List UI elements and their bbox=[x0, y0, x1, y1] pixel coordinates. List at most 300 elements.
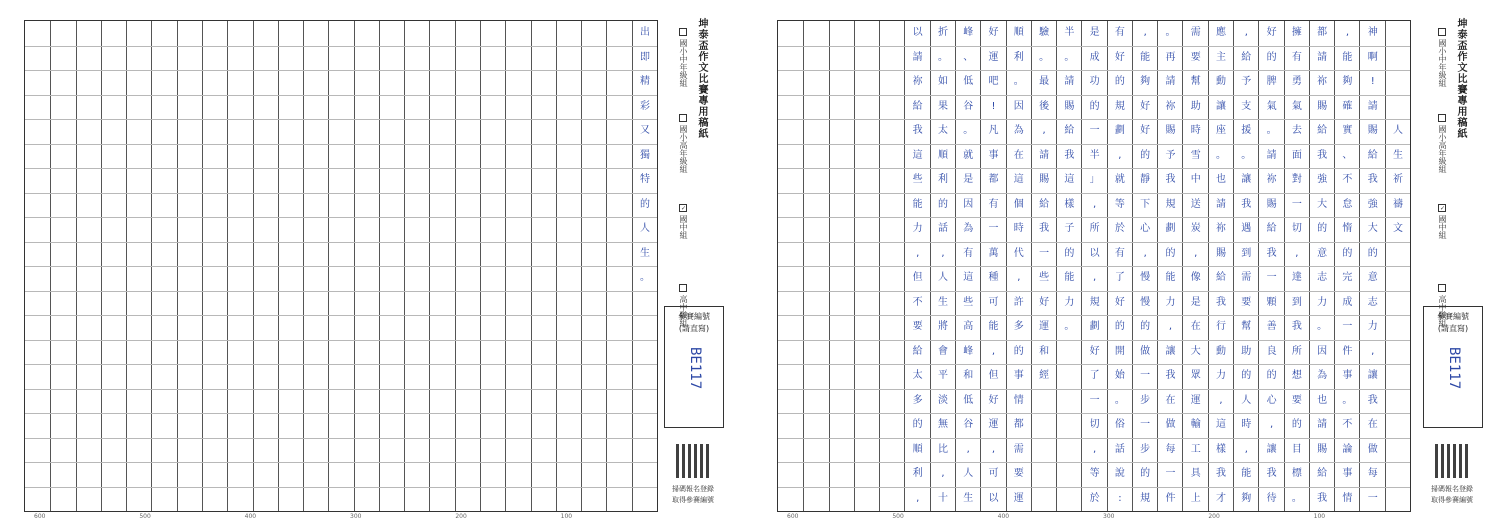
essay-char: 些 bbox=[1039, 272, 1050, 283]
essay-char: 無 bbox=[937, 419, 948, 430]
essay-char: 好 bbox=[1114, 296, 1125, 308]
essay-char: 意 bbox=[1367, 272, 1378, 283]
essay-char: 炭 bbox=[1190, 223, 1201, 234]
grid-row-line bbox=[25, 217, 657, 218]
essay-char: 十 bbox=[937, 492, 948, 504]
column-count-label: 500 bbox=[139, 513, 151, 520]
essay-char: 氣 bbox=[1291, 100, 1302, 112]
essay-char: 我 bbox=[1291, 321, 1302, 332]
essay-char: 一 bbox=[1291, 198, 1302, 210]
essay-char: 的 bbox=[1140, 149, 1151, 161]
essay-char: 做 bbox=[1140, 345, 1151, 357]
essay-char: 請 bbox=[1367, 100, 1378, 112]
essay-char: 志 bbox=[1317, 272, 1328, 283]
essay-char: 能 bbox=[988, 321, 999, 332]
essay-char: 祢 bbox=[912, 76, 923, 87]
essay-char: 和 bbox=[963, 370, 974, 381]
essay-char: 吧 bbox=[988, 76, 999, 87]
essay-char: 在 bbox=[1190, 321, 1201, 332]
essay-char: 是 bbox=[1190, 296, 1201, 308]
essay-char: 夠 bbox=[1342, 76, 1353, 87]
essay-char: 每 bbox=[1367, 468, 1378, 479]
essay-char: 我 bbox=[1241, 198, 1252, 210]
essay-char: , bbox=[1093, 198, 1097, 210]
essay-char: 。 bbox=[1114, 394, 1125, 406]
column-count-label: 100 bbox=[1313, 513, 1326, 520]
essay-char: 我 bbox=[1064, 149, 1075, 161]
essay-char: 我 bbox=[1216, 296, 1227, 308]
essay-char: 志 bbox=[1367, 296, 1378, 308]
entry-number-value: BE117 bbox=[1446, 347, 1462, 390]
essay-char: 工 bbox=[1190, 443, 1201, 455]
essay-char: 利 bbox=[1013, 51, 1024, 63]
essay-char: 一 bbox=[988, 223, 999, 234]
essay-char: 給 bbox=[1064, 125, 1075, 136]
essay-char: 力 bbox=[1064, 296, 1075, 308]
essay-char: 想 bbox=[1291, 370, 1302, 381]
essay-char: 時 bbox=[1190, 125, 1201, 136]
essay-char: 到 bbox=[1291, 296, 1302, 308]
essay-char: 有 bbox=[1114, 247, 1125, 259]
essay-char: 能 bbox=[1342, 51, 1353, 63]
handwritten-char: 彩 bbox=[639, 100, 650, 112]
essay-char: 。 bbox=[1342, 394, 1353, 406]
essay-char: 好 bbox=[1089, 345, 1100, 357]
essay-char: 下 bbox=[1140, 198, 1151, 210]
division-label: 國中組 bbox=[1438, 215, 1447, 239]
entry-number-hint: (請直寫) bbox=[678, 324, 710, 333]
essay-char: 個 bbox=[1013, 198, 1024, 210]
checkbox-icon[interactable] bbox=[679, 28, 687, 36]
grid-row-line bbox=[25, 340, 657, 341]
essay-char: 淡 bbox=[937, 394, 948, 406]
essay-char: 善 bbox=[1266, 321, 1277, 332]
essay-char: 規 bbox=[1089, 296, 1100, 308]
essay-char: 讓 bbox=[1216, 100, 1227, 112]
column-count-label: 100 bbox=[560, 513, 573, 520]
essay-char: 不 bbox=[1342, 174, 1353, 185]
essay-char: 心 bbox=[1140, 223, 1151, 234]
essay-char: 人 bbox=[1241, 394, 1252, 406]
essay-char: 。 bbox=[937, 51, 948, 63]
form-title: 坤泰盃作文比賽專用稿紙 bbox=[696, 18, 707, 139]
division-label: 國小中年級組 bbox=[679, 39, 688, 87]
essay-char: 都 bbox=[1013, 419, 1024, 430]
essay-char: 好 bbox=[1140, 125, 1151, 136]
essay-char: 劃 bbox=[1165, 223, 1176, 234]
essay-char: 給 bbox=[1266, 223, 1277, 234]
essay-char: 這 bbox=[1064, 174, 1075, 185]
essay-char: , bbox=[1219, 394, 1223, 406]
division-label: 國中組 bbox=[679, 215, 688, 239]
essay-char: 助 bbox=[1190, 100, 1201, 112]
essay-char: 低 bbox=[963, 76, 974, 87]
essay-char: 成 bbox=[1342, 296, 1353, 308]
essay-char: 人 bbox=[937, 272, 948, 283]
essay-char: 切 bbox=[1089, 419, 1100, 430]
essay-char: 為 bbox=[963, 223, 974, 234]
essay-char: 順 bbox=[1013, 27, 1024, 38]
essay-char: 萬 bbox=[988, 247, 999, 259]
essay-char: 有 bbox=[963, 247, 974, 259]
essay-char: , bbox=[991, 345, 996, 357]
essay-char: 祢 bbox=[1165, 100, 1176, 112]
essay-char: 心 bbox=[1266, 394, 1277, 406]
essay-char: 給 bbox=[912, 100, 923, 112]
essay-char: 一 bbox=[1266, 272, 1277, 283]
essay-char: 。 bbox=[1039, 51, 1050, 63]
essay-char: 力 bbox=[1317, 296, 1328, 308]
essay-char: 賜 bbox=[1266, 198, 1277, 210]
essay-char: 讓 bbox=[1367, 370, 1378, 381]
essay-char: 讓 bbox=[1241, 174, 1252, 185]
essay-char: 一 bbox=[1165, 468, 1176, 479]
essay-char: 說 bbox=[1114, 468, 1125, 479]
essay-char: 事 bbox=[1013, 370, 1024, 381]
essay-char: 予 bbox=[1165, 149, 1176, 161]
division-option[interactable] bbox=[1437, 114, 1448, 173]
essay-char: 需 bbox=[1190, 27, 1201, 38]
essay-char: 一 bbox=[1089, 394, 1100, 406]
checkbox-icon[interactable] bbox=[679, 114, 687, 122]
handwritten-char: 的 bbox=[639, 198, 650, 210]
essay-char: 動 bbox=[1216, 345, 1227, 357]
essay-char: 這 bbox=[912, 149, 923, 161]
essay-char: 不 bbox=[1342, 419, 1353, 430]
essay-char: 給 bbox=[1216, 272, 1227, 283]
essay-char: 規 bbox=[1165, 198, 1176, 210]
essay-char: 生 bbox=[963, 492, 974, 504]
essay-char: 」 bbox=[1089, 174, 1100, 185]
entry-number-box bbox=[1423, 306, 1483, 428]
essay-char: 大 bbox=[1367, 223, 1378, 234]
essay-char: , bbox=[941, 468, 945, 479]
essay-char: 始 bbox=[1114, 370, 1125, 381]
essay-char: 的 bbox=[1266, 51, 1277, 63]
essay-char: 大 bbox=[1190, 345, 1201, 357]
division-label: 高中職組 bbox=[1438, 295, 1447, 327]
checkbox-icon[interactable] bbox=[1438, 114, 1446, 122]
essay-char: 這 bbox=[1013, 174, 1024, 185]
essay-char: 要 bbox=[912, 321, 923, 332]
essay-char: 力 bbox=[912, 223, 923, 234]
handwritten-char: 生 bbox=[639, 247, 650, 259]
essay-char: 運 bbox=[1190, 394, 1201, 406]
essay-char: 成 bbox=[1089, 51, 1100, 63]
essay-char: 可 bbox=[988, 296, 999, 308]
grid-row-line bbox=[25, 242, 657, 243]
left-writing-grid bbox=[24, 20, 658, 512]
essay-char: 標 bbox=[1291, 468, 1302, 479]
essay-char: 以 bbox=[988, 492, 999, 504]
essay-char: 雪 bbox=[1190, 149, 1201, 161]
essay-char: 多 bbox=[912, 394, 923, 406]
essay-char: 再 bbox=[1165, 51, 1176, 63]
essay-char: 件 bbox=[1165, 492, 1176, 504]
essay-char: 順 bbox=[937, 149, 948, 161]
essay-char: 請 bbox=[912, 51, 923, 63]
essay-char: 能 bbox=[1140, 51, 1151, 63]
essay-char: 遇 bbox=[1241, 223, 1252, 234]
essay-char: 以 bbox=[1089, 247, 1100, 259]
essay-char: 為 bbox=[1317, 370, 1328, 381]
essay-char: 谷 bbox=[963, 100, 974, 112]
division-option[interactable] bbox=[678, 28, 689, 87]
essay-char: 在 bbox=[1165, 394, 1176, 406]
essay-char: 等 bbox=[1089, 468, 1100, 479]
essay-char: 不 bbox=[912, 296, 923, 308]
essay-char: 。 bbox=[1241, 149, 1252, 161]
essay-char: 的 bbox=[1165, 247, 1176, 259]
grid-row-line bbox=[25, 144, 657, 145]
grid-row-line bbox=[25, 487, 657, 488]
essay-char: 。 bbox=[1165, 27, 1176, 38]
essay-char: 這 bbox=[1216, 419, 1227, 430]
division-option[interactable] bbox=[1437, 28, 1448, 87]
essay-char: 在 bbox=[1013, 149, 1024, 161]
essay-char: 做 bbox=[1165, 419, 1176, 430]
essay-char: , bbox=[1168, 321, 1173, 332]
essay-char: 怠 bbox=[1342, 198, 1353, 210]
essay-char: 請 bbox=[1064, 76, 1075, 87]
qr-caption-1: 掃碼報名登錄 bbox=[1431, 485, 1473, 493]
essay-char: 幫 bbox=[1241, 321, 1252, 332]
division-option[interactable] bbox=[678, 204, 689, 239]
essay-char: 的 bbox=[1114, 76, 1125, 87]
essay-char: 的 bbox=[1241, 370, 1252, 381]
division-option[interactable] bbox=[678, 114, 689, 173]
essay-char: 但 bbox=[988, 370, 999, 381]
essay-char: 情 bbox=[1013, 394, 1024, 406]
division-label: 高中職組 bbox=[679, 295, 688, 327]
essay-char: 論 bbox=[1342, 443, 1353, 455]
essay-char: 的 bbox=[1140, 321, 1151, 332]
essay-char: 所 bbox=[1291, 345, 1302, 357]
essay-char: 的 bbox=[1013, 345, 1024, 357]
column-count-label: 500 bbox=[892, 513, 904, 520]
essay-char: 俗 bbox=[1114, 419, 1125, 430]
essay-char: 步 bbox=[1140, 443, 1151, 455]
essay-char: 比 bbox=[937, 443, 948, 455]
essay-char: 事 bbox=[988, 149, 999, 161]
essay-char: ! bbox=[991, 100, 996, 112]
essay-char: 我 bbox=[1039, 223, 1050, 234]
essay-char: 有 bbox=[1291, 51, 1302, 63]
essay-char: 要 bbox=[1291, 394, 1302, 406]
essay-char: 高 bbox=[963, 321, 974, 332]
essay-char: 將 bbox=[937, 321, 948, 332]
essay-char: 驗 bbox=[1039, 27, 1050, 38]
right-writing-grid bbox=[777, 20, 1411, 512]
grid-row-line bbox=[25, 462, 657, 463]
checked-box-icon[interactable]: ✓ bbox=[1439, 205, 1446, 212]
essay-char: 眾 bbox=[1190, 370, 1201, 381]
grid-row-line bbox=[25, 413, 657, 414]
essay-char: 輸 bbox=[1190, 419, 1201, 430]
essay-char: 力 bbox=[1216, 370, 1227, 381]
essay-char: 祢 bbox=[1317, 76, 1328, 87]
grid-row-line bbox=[25, 119, 657, 120]
essay-char: , bbox=[1244, 27, 1248, 38]
essay-char: 這 bbox=[963, 272, 974, 283]
handwritten-char: 人 bbox=[639, 223, 650, 234]
essay-char: 給 bbox=[1317, 125, 1328, 136]
essay-char: 我 bbox=[1165, 174, 1176, 185]
checked-box-icon[interactable]: ✓ bbox=[680, 205, 687, 212]
essay-char: 到 bbox=[1241, 247, 1252, 259]
essay-char: 為 bbox=[1013, 125, 1024, 136]
essay-char: 的 bbox=[1140, 468, 1151, 479]
essay-char: 神 bbox=[1367, 27, 1378, 38]
essay-char: 。 bbox=[1064, 51, 1075, 63]
essay-char: 利 bbox=[937, 174, 948, 185]
essay-char: 的 bbox=[1342, 247, 1353, 259]
essay-char: , bbox=[1194, 247, 1198, 259]
essay-char: 每 bbox=[1165, 443, 1176, 455]
essay-char: 樣 bbox=[1216, 443, 1227, 455]
essay-char: 送 bbox=[1190, 198, 1201, 210]
essay-char: 達 bbox=[1291, 272, 1302, 283]
essay-char: 座 bbox=[1216, 125, 1227, 136]
essay-char: 。 bbox=[1317, 321, 1328, 332]
essay-char: 助 bbox=[1241, 345, 1252, 357]
essay-char: 慢 bbox=[1140, 272, 1151, 283]
essay-char: 代 bbox=[1013, 247, 1024, 259]
essay-char: 情 bbox=[1342, 492, 1353, 504]
essay-char: 話 bbox=[1114, 443, 1125, 455]
form-title: 坤泰盃作文比賽專用稿紙 bbox=[1455, 18, 1466, 139]
essay-char: 擁 bbox=[1291, 27, 1302, 38]
essay-char: 給 bbox=[1039, 198, 1050, 210]
essay-char: 給 bbox=[1317, 468, 1328, 479]
essay-char: 半 bbox=[1089, 149, 1100, 161]
essay-char: 上 bbox=[1190, 492, 1201, 504]
essay-char: 要 bbox=[1190, 51, 1201, 63]
grid-row-line bbox=[25, 193, 657, 194]
essay-char: 開 bbox=[1114, 345, 1125, 357]
essay-char: 我 bbox=[1317, 149, 1328, 161]
essay-char: 就 bbox=[963, 149, 974, 161]
essay-char: 於 bbox=[1114, 223, 1125, 234]
essay-char: 力 bbox=[1367, 321, 1378, 332]
essay-char: 請 bbox=[1266, 149, 1277, 161]
checkbox-icon[interactable] bbox=[1438, 28, 1446, 36]
column-count-label: 300 bbox=[1103, 513, 1115, 520]
column-count-label: 300 bbox=[350, 513, 362, 520]
essay-char: 規 bbox=[1114, 100, 1125, 112]
essay-char: 實 bbox=[1342, 125, 1353, 136]
essay-char: 幫 bbox=[1190, 76, 1201, 87]
essay-char: 力 bbox=[1165, 296, 1176, 308]
qr-code-icon bbox=[676, 444, 710, 478]
essay-char: 運 bbox=[988, 51, 999, 63]
checkbox-icon[interactable] bbox=[1438, 284, 1446, 292]
essay-char: 具 bbox=[1190, 468, 1201, 479]
essay-char: 大 bbox=[1317, 198, 1328, 210]
essay-char: 請 bbox=[1317, 51, 1328, 63]
essay-char: 半 bbox=[1064, 27, 1075, 38]
essay-title-char: 生 bbox=[1392, 149, 1403, 161]
essay-char: 但 bbox=[912, 272, 923, 283]
essay-char: 些 bbox=[912, 174, 923, 185]
essay-char: 面 bbox=[1291, 149, 1302, 161]
essay-char: : bbox=[1118, 492, 1122, 504]
essay-char: 賜 bbox=[1317, 100, 1328, 112]
essay-char: 脾 bbox=[1266, 76, 1277, 87]
essay-char: , bbox=[1118, 149, 1122, 161]
essay-char: 賜 bbox=[1367, 125, 1378, 136]
entry-number-label: 參賽編號 bbox=[1437, 312, 1469, 321]
essay-char: 也 bbox=[1317, 394, 1328, 406]
essay-char: 確 bbox=[1342, 100, 1353, 112]
essay-char: , bbox=[1093, 443, 1097, 455]
essay-char: 讓 bbox=[1165, 345, 1176, 357]
essay-char: 靜 bbox=[1140, 174, 1151, 185]
essay-char: , bbox=[1345, 27, 1350, 38]
essay-char: 給 bbox=[912, 345, 923, 357]
right-side-panel bbox=[1421, 14, 1483, 514]
essay-char: 我 bbox=[1216, 468, 1227, 479]
essay-char: 劃 bbox=[1114, 125, 1125, 136]
essay-char: , bbox=[941, 247, 945, 259]
division-label: 國小高年級組 bbox=[679, 125, 688, 173]
left-manuscript-page bbox=[0, 0, 735, 530]
essay-char: 動 bbox=[1216, 76, 1227, 87]
essay-char: 時 bbox=[1013, 223, 1024, 234]
essay-char: 強 bbox=[1367, 198, 1378, 210]
essay-char: 請 bbox=[1039, 149, 1050, 161]
essay-char: 能 bbox=[1241, 468, 1252, 479]
handwritten-char: 特 bbox=[639, 174, 650, 185]
essay-char: 樣 bbox=[1064, 198, 1075, 210]
essay-char: 事 bbox=[1342, 370, 1353, 381]
division-option[interactable] bbox=[1437, 204, 1448, 239]
essay-char: 要 bbox=[1013, 468, 1024, 479]
essay-char: 如 bbox=[937, 76, 948, 87]
essay-char: 凡 bbox=[988, 125, 999, 136]
essay-char: 步 bbox=[1140, 394, 1151, 406]
essay-char: 、 bbox=[963, 51, 974, 63]
essay-char: 予 bbox=[1241, 76, 1252, 87]
essay-char: 好 bbox=[988, 27, 999, 38]
essay-char: 。 bbox=[1216, 149, 1227, 161]
essay-char: 話 bbox=[937, 223, 948, 234]
division-label: 國小中年級組 bbox=[1438, 39, 1447, 87]
essay-char: 以 bbox=[912, 27, 923, 38]
essay-char: 應 bbox=[1216, 27, 1227, 38]
grid-row-line bbox=[25, 389, 657, 390]
essay-char: 一 bbox=[1140, 419, 1151, 430]
essay-char: 和 bbox=[1039, 345, 1050, 357]
essay-char: 功 bbox=[1089, 76, 1100, 87]
grid-row-line bbox=[25, 95, 657, 96]
essay-char: 等 bbox=[1114, 198, 1125, 210]
essay-char: 順 bbox=[912, 443, 923, 455]
essay-char: 需 bbox=[1241, 272, 1252, 283]
essay-char: 規 bbox=[1140, 492, 1151, 504]
essay-char: 援 bbox=[1241, 125, 1252, 136]
essay-char: 也 bbox=[1216, 174, 1227, 185]
handwritten-char: 精 bbox=[639, 76, 650, 87]
essay-char: , bbox=[1295, 247, 1299, 259]
qr-caption-2: 取得參賽編號 bbox=[1431, 496, 1473, 504]
checkbox-icon[interactable] bbox=[679, 284, 687, 292]
essay-char: 好 bbox=[1039, 296, 1050, 308]
essay-char: 的 bbox=[1367, 247, 1378, 259]
essay-char: 給 bbox=[1241, 51, 1252, 63]
essay-char: 氣 bbox=[1266, 100, 1277, 112]
essay-char: 切 bbox=[1291, 223, 1302, 234]
